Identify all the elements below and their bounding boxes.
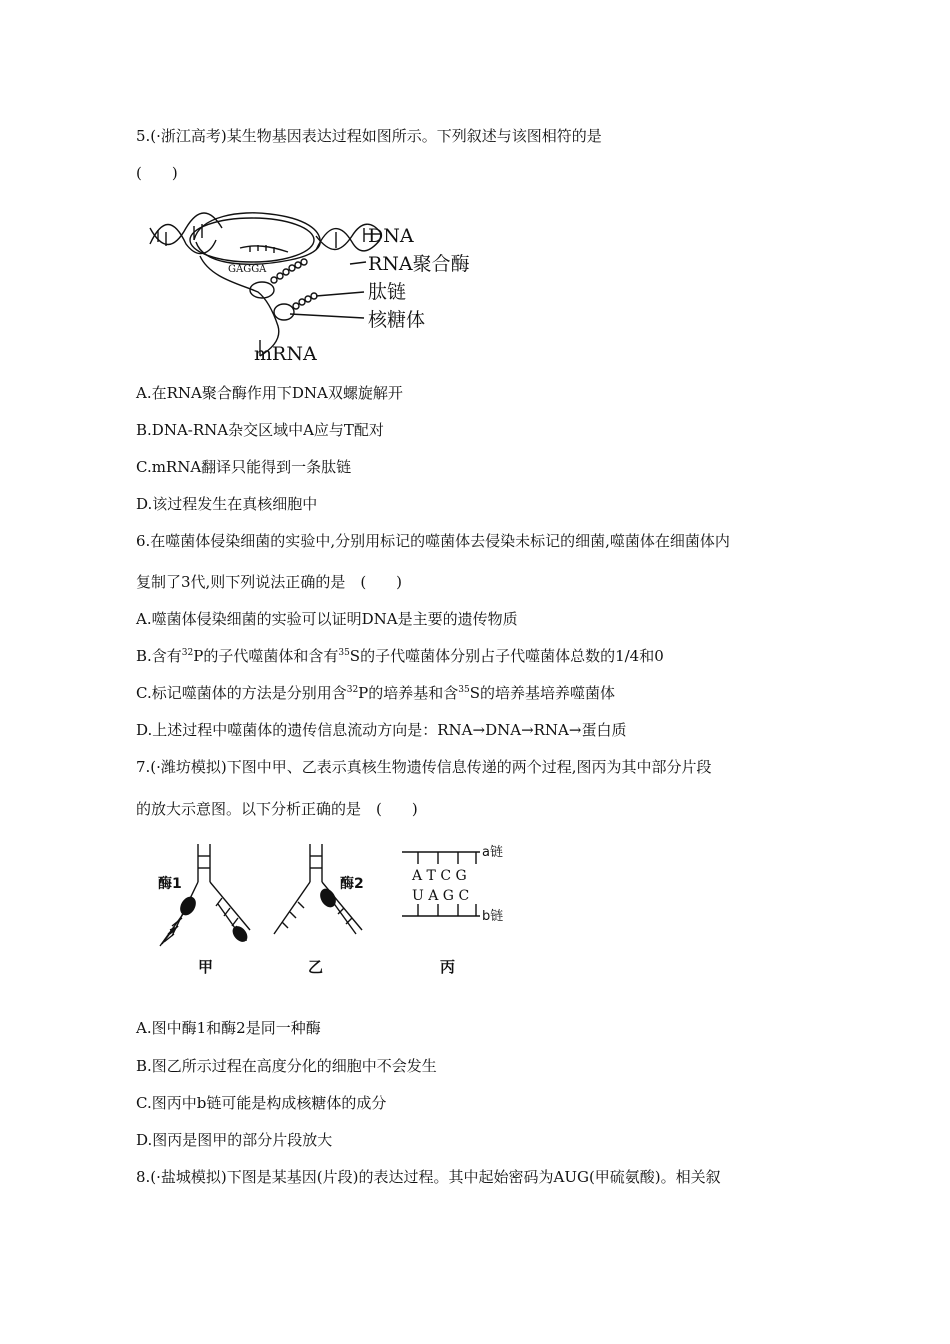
q7-caption-yi: 乙 — [308, 958, 324, 976]
q7-stem-line1: 7.(·潍坊模拟)下图中甲、乙表示真核生物遗传信息传递的两个过程,图丙为其中部分片段 — [136, 758, 712, 776]
q7-label-enzyme1: 酶1 — [158, 876, 182, 892]
q5-option-c: C.mRNA翻译只能得到一条肽链 — [136, 458, 352, 476]
q5-label-dna: DNA — [368, 225, 414, 247]
q5-answer-paren: ( ) — [136, 164, 178, 182]
q7-caption-bing: 丙 — [440, 958, 456, 976]
q7-label-enzyme2: 酶2 — [340, 876, 364, 892]
q7-replication-transcription-figure — [150, 838, 520, 988]
q7-caption-jia: 甲 — [198, 958, 214, 976]
q5-label-peptide: 肽链 — [368, 281, 407, 303]
q5-label-rna-polymerase: RNA聚合酶 — [368, 253, 470, 275]
q7-bottom-bases: U A G C — [412, 888, 470, 904]
q7-stem-line2: 的放大示意图。以下分析正确的是 ( ) — [136, 800, 418, 818]
q6-stem-line1: 6.在噬菌体侵染细菌的实验中,分别用标记的噬菌体去侵染未标记的细菌,噬菌体在细菌体内 — [136, 532, 730, 550]
q5-option-b: B.DNA-RNA杂交区域中A应与T配对 — [136, 421, 384, 439]
q5-label-mrna: mRNA — [254, 343, 317, 365]
q6-option-c: C.标记噬菌体的方法是分别用含$^{32}$P的培养基和含$^{35}$S的培养基培养噬菌体 — [136, 684, 615, 702]
q6-option-d: D.上述过程中噬菌体的遗传信息流动方向是：RNA→DNA→RNA→蛋白质 — [136, 721, 627, 739]
q7-option-d: D.图丙是图甲的部分片段放大 — [136, 1131, 333, 1149]
q5-option-a: A.在RNA聚合酶作用下DNA双螺旋解开 — [136, 384, 403, 402]
q5-stem: 5.(·浙江高考)某生物基因表达过程如图所示。下列叙述与该图相符的是 — [136, 127, 602, 145]
q5-gene-expression-figure — [140, 210, 500, 370]
q6-stem-line2: 复制了3代,则下列说法正确的是 ( ) — [136, 573, 403, 591]
q5-sequence-label: GAGGA — [228, 264, 267, 275]
q7-option-a: A.图中酶1和酶2是同一种酶 — [136, 1019, 321, 1037]
q6-option-a: A.噬菌体侵染细菌的实验可以证明DNA是主要的遗传物质 — [136, 610, 518, 628]
q7-option-c: C.图丙中b链可能是构成核糖体的成分 — [136, 1094, 387, 1112]
q8-stem-line1: 8.(·盐城模拟)下图是某基因(片段)的表达过程。其中起始密码为AUG(甲硫氨酸)。相关叙 — [136, 1168, 721, 1186]
q7-option-b: B.图乙所示过程在高度分化的细胞中不会发生 — [136, 1057, 437, 1075]
q5-label-ribosome: 核糖体 — [368, 309, 426, 331]
q7-label-b-chain: b链 — [482, 909, 504, 924]
q7-top-bases: A T C G — [412, 868, 467, 884]
q6-option-b: B.含有$^{32}$P的子代噬菌体和含有$^{35}$S的子代噬菌体分别占子代噬菌体总数的1/4和0 — [136, 647, 664, 665]
q7-label-a-chain: a链 — [482, 845, 503, 860]
q5-option-d: D.该过程发生在真核细胞中 — [136, 495, 318, 513]
